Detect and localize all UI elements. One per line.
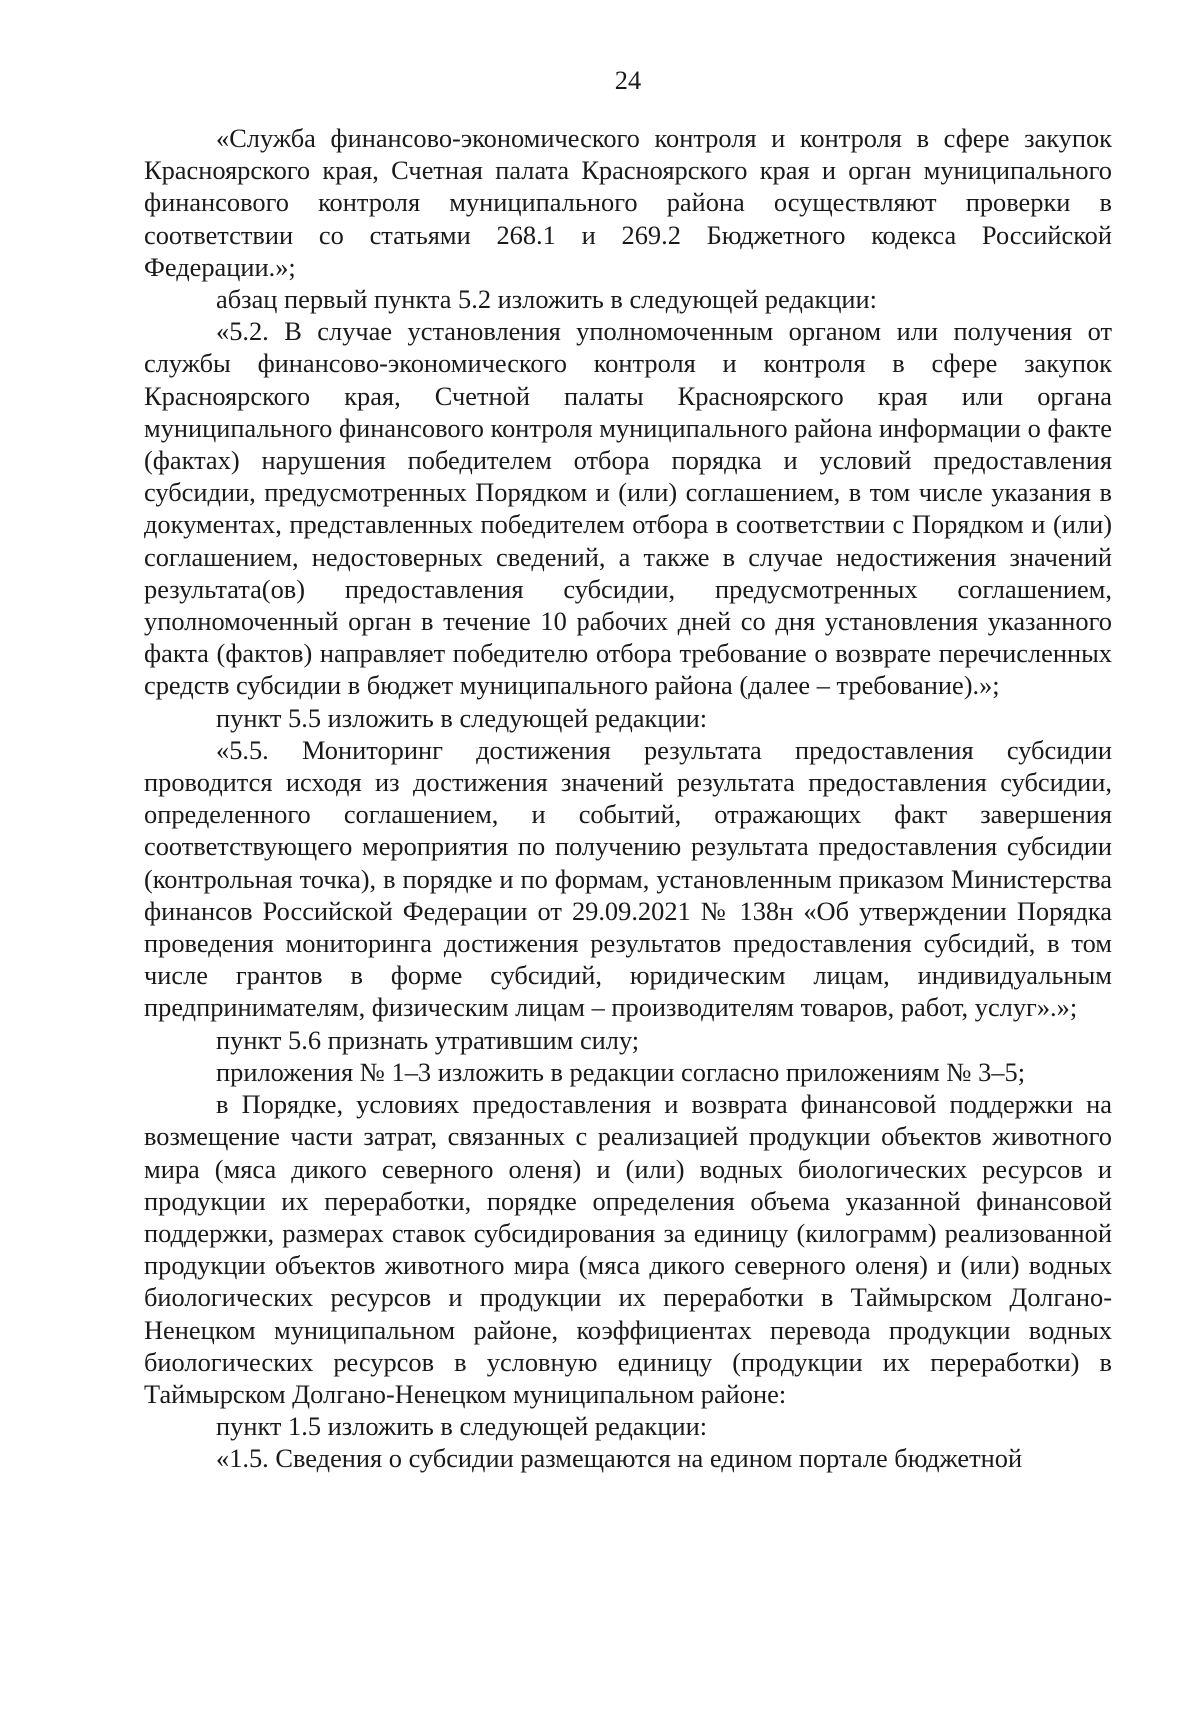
paragraph-clause-1-5: «1.5. Сведения о субсидии размещаются на едином портале бюджетной	[216, 1443, 1023, 1474]
paragraph-procedure-title: в Порядке, условиях предоставления и возврата финансовой поддержки на возмещение части затрат, связанных с реализацией продукции объектов животного мира (мяса дикого северного оленя) и (или) водных биологических ресурсов и продукции их переработки, порядке определения объема указанной финансовой поддержки, размерах ставок субсидирования за единицу (килограмм) реализованной продукции объектов животного мира (мяса дикого северного оленя) и (или) водных биологических ресурсов и продукции их переработки в Таймырском Долгано-Ненецком муниципальном районе, коэффициентах перевода продукции водных биологических ресурсов в условную единицу (продукции их переработки) в Таймырском Долгано-Ненецком муниципальном районе:	[144, 1089, 1112, 1409]
paragraph-amend-5-2-intro: абзац первый пункта 5.2 изложить в следующей редакции:	[216, 284, 878, 315]
paragraph-appendices: приложения № 1–3 изложить в редакции согласно приложениям № 3–5;	[216, 1056, 1026, 1087]
paragraph-clause-5-2: «5.2. В случае установления уполномоченным органом или получения от службы финансово-экономического контроля и контроля в сфере закупок Красноярского края, Счетной палаты Красноярского края или органа муниципального финансового контроля муниципального района информации о факте (фактах) нарушения победителем отбора порядка и условий предоставления субсидии, предусмотренных Порядком и (или) соглашением, в том числе указания в документах, представленных победителем отбора в соответствии с Порядком и (или) соглашением, недостоверных сведений, а также в случае недостижения значений результата(ов) предоставления субсидии, предусмотренных соглашением, уполномоченный орган в течение 10 рабочих дней со дня установления указанного факта (фактов) направляет победителю отбора требование о возврате перечисленных средств субсидии в бюджет муниципального района (далее – требование).»;	[144, 316, 1112, 701]
paragraph-control-bodies: «Служба финансово-экономического контроля и контроля в сфере закупок Красноярского края, Счетная палата Красноярского края и орган муниципального финансового контроля муниципального района осуществляют проверки в соответствии со статьями 268.1 и 269.2 Бюджетного кодекса Российской Федерации.»;	[144, 123, 1112, 282]
paragraph-amend-5-5-intro: пункт 5.5 изложить в следующей редакции:	[216, 702, 708, 733]
document-page	[144, 64, 1112, 1475]
page-number: 24	[614, 65, 642, 95]
paragraph-clause-5-6-void: пункт 5.6 признать утратившим силу;	[216, 1024, 640, 1055]
paragraph-clause-5-5: «5.5. Мониторинг достижения результата предоставления субсидии проводится исходя из достижения значений результата предоставления субсидии, определенного соглашением, и событий, отражающих факт завершения соответствующего мероприятия по получению результата предоставления субсидии (контрольная точка), в порядке и по формам, установленным приказом Министерства финансов Российской Федерации от 29.09.2021 № 138н «Об утверждении Порядка проведения мониторинга достижения результатов предоставления субсидий, в том числе грантов в форме субсидий, юридическим лицам, индивидуальным предпринимателям, физическим лицам – производителям товаров, работ, услуг».»;	[144, 734, 1112, 1023]
paragraph-amend-1-5-intro: пункт 1.5 изложить в следующей редакции:	[216, 1411, 708, 1442]
